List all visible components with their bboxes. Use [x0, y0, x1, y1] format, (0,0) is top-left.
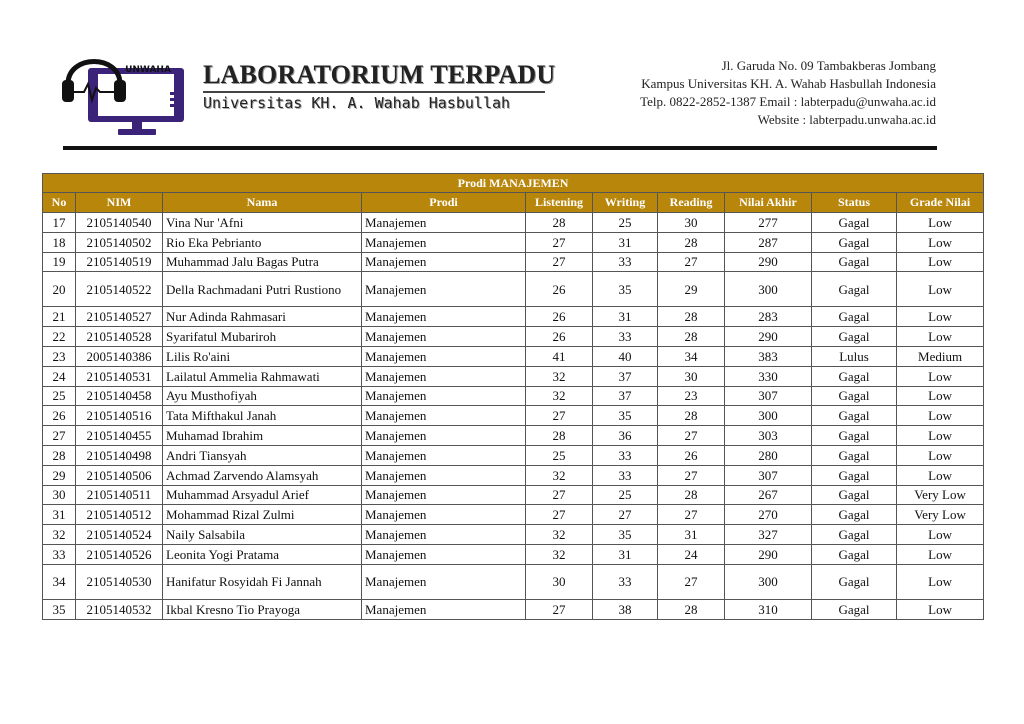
nama-cell: Syarifatul Mubariroh — [163, 327, 362, 347]
reading-cell: 28 — [658, 232, 725, 252]
reading-cell: 28 — [658, 599, 725, 619]
campus-line: Kampus Universitas KH. A. Wahab Hasbullah Indonesia — [641, 76, 936, 91]
table-row — [43, 346, 984, 366]
column-header: Status — [812, 193, 897, 213]
nama-cell: Leonita Yogi Pratama — [163, 544, 362, 564]
nilai-akhir-cell: 283 — [725, 307, 812, 327]
nilai-akhir-cell: 307 — [725, 386, 812, 406]
status-cell: Gagal — [812, 525, 897, 545]
nim-cell: 2105140455 — [76, 426, 163, 446]
reading-cell: 27 — [658, 564, 725, 599]
nama-cell: Ikbal Kresno Tio Prayoga — [163, 599, 362, 619]
writing-cell: 33 — [593, 564, 658, 599]
table-row — [43, 272, 984, 307]
phone-email-line: Telp. 0822-2852-1387 Email : labterpadu@unwaha.ac.id — [640, 94, 936, 109]
row-no: 21 — [43, 307, 76, 327]
table-row — [43, 465, 984, 485]
prodi-cell: Manajemen — [362, 564, 526, 599]
nim-cell: 2105140512 — [76, 505, 163, 525]
listening-cell: 32 — [526, 366, 593, 386]
status-cell: Gagal — [812, 505, 897, 525]
nim-cell: 2105140511 — [76, 485, 163, 505]
nilai-akhir-cell: 300 — [725, 406, 812, 426]
university-name: Universitas KH. A. Wahab Hasbullah — [203, 94, 511, 112]
writing-cell: 31 — [593, 307, 658, 327]
table-row — [43, 327, 984, 347]
grade-cell: Low — [897, 564, 984, 599]
prodi-cell: Manajemen — [362, 505, 526, 525]
writing-cell: 25 — [593, 485, 658, 505]
reading-cell: 27 — [658, 465, 725, 485]
writing-cell: 38 — [593, 599, 658, 619]
nim-cell: 2105140506 — [76, 465, 163, 485]
writing-cell: 31 — [593, 544, 658, 564]
listening-cell: 41 — [526, 346, 593, 366]
status-cell: Gagal — [812, 327, 897, 347]
nim-cell: 2005140386 — [76, 346, 163, 366]
nilai-akhir-cell: 287 — [725, 232, 812, 252]
nama-cell: Lilis Ro'aini — [163, 346, 362, 366]
row-no: 35 — [43, 599, 76, 619]
status-cell: Gagal — [812, 445, 897, 465]
nilai-akhir-cell: 300 — [725, 564, 812, 599]
row-no: 22 — [43, 327, 76, 347]
nim-cell: 2105140498 — [76, 445, 163, 465]
table-row — [43, 485, 984, 505]
grade-cell: Low — [897, 406, 984, 426]
nama-cell: Hanifatur Rosyidah Fi Jannah — [163, 564, 362, 599]
row-no: 32 — [43, 525, 76, 545]
grade-cell: Low — [897, 232, 984, 252]
nim-cell: 2105140516 — [76, 406, 163, 426]
prodi-cell: Manajemen — [362, 327, 526, 347]
row-no: 26 — [43, 406, 76, 426]
row-no: 18 — [43, 232, 76, 252]
writing-cell: 37 — [593, 386, 658, 406]
nilai-akhir-cell: 330 — [725, 366, 812, 386]
grade-cell: Low — [897, 525, 984, 545]
grade-cell: Low — [897, 426, 984, 446]
nilai-akhir-cell: 270 — [725, 505, 812, 525]
table-title: Prodi MANAJEMEN — [43, 174, 984, 193]
writing-cell: 35 — [593, 525, 658, 545]
logo-text: UNWAHA — [125, 65, 171, 75]
table-row — [43, 232, 984, 252]
nilai-akhir-cell: 383 — [725, 346, 812, 366]
table-row — [43, 505, 984, 525]
nim-cell: 2105140530 — [76, 564, 163, 599]
reading-cell: 24 — [658, 544, 725, 564]
column-header: Nilai Akhir — [725, 193, 812, 213]
table-row — [43, 544, 984, 564]
listening-cell: 27 — [526, 232, 593, 252]
nim-cell: 2105140522 — [76, 272, 163, 307]
nim-cell: 2105140528 — [76, 327, 163, 347]
listening-cell: 32 — [526, 544, 593, 564]
prodi-cell: Manajemen — [362, 544, 526, 564]
nama-cell: Della Rachmadani Putri Rustiono — [163, 272, 362, 307]
nama-cell: Rio Eka Pebrianto — [163, 232, 362, 252]
grade-cell: Low — [897, 213, 984, 233]
status-cell: Gagal — [812, 564, 897, 599]
nama-cell: Ayu Musthofiyah — [163, 386, 362, 406]
table-row — [43, 406, 984, 426]
grade-cell: Low — [897, 465, 984, 485]
status-cell: Gagal — [812, 485, 897, 505]
grade-cell: Low — [897, 327, 984, 347]
writing-cell: 31 — [593, 232, 658, 252]
table-row — [43, 386, 984, 406]
nilai-akhir-cell: 290 — [725, 544, 812, 564]
listening-cell: 27 — [526, 599, 593, 619]
row-no: 34 — [43, 564, 76, 599]
header-divider — [63, 146, 937, 150]
writing-cell: 33 — [593, 445, 658, 465]
listening-cell: 27 — [526, 485, 593, 505]
prodi-cell: Manajemen — [362, 525, 526, 545]
writing-cell: 36 — [593, 426, 658, 446]
status-cell: Gagal — [812, 232, 897, 252]
nama-cell: Muhammad Jalu Bagas Putra — [163, 252, 362, 272]
listening-cell: 28 — [526, 426, 593, 446]
nim-cell: 2105140526 — [76, 544, 163, 564]
status-cell: Gagal — [812, 272, 897, 307]
listening-cell: 32 — [526, 386, 593, 406]
nama-cell: Nur Adinda Rahmasari — [163, 307, 362, 327]
nilai-akhir-cell: 327 — [725, 525, 812, 545]
nilai-akhir-cell: 267 — [725, 485, 812, 505]
column-header: NIM — [76, 193, 163, 213]
listening-cell: 30 — [526, 564, 593, 599]
nama-cell: Achmad Zarvendo Alamsyah — [163, 465, 362, 485]
reading-cell: 28 — [658, 406, 725, 426]
nilai-akhir-cell: 277 — [725, 213, 812, 233]
row-no: 31 — [43, 505, 76, 525]
status-cell: Gagal — [812, 544, 897, 564]
status-cell: Gagal — [812, 406, 897, 426]
listening-cell: 28 — [526, 213, 593, 233]
column-header: Reading — [658, 193, 725, 213]
nilai-akhir-cell: 280 — [725, 445, 812, 465]
table-row — [43, 366, 984, 386]
prodi-cell: Manajemen — [362, 406, 526, 426]
row-no: 25 — [43, 386, 76, 406]
writing-cell: 35 — [593, 406, 658, 426]
status-cell: Gagal — [812, 599, 897, 619]
reading-cell: 31 — [658, 525, 725, 545]
grade-cell: Very Low — [897, 485, 984, 505]
status-cell: Gagal — [812, 366, 897, 386]
nim-cell: 2105140531 — [76, 366, 163, 386]
nama-cell: Muhammad Arsyadul Arief — [163, 485, 362, 505]
prodi-cell: Manajemen — [362, 366, 526, 386]
prodi-cell: Manajemen — [362, 386, 526, 406]
grade-cell: Low — [897, 544, 984, 564]
nilai-akhir-cell: 310 — [725, 599, 812, 619]
website-line: Website : labterpadu.unwaha.ac.id — [757, 112, 936, 127]
prodi-cell: Manajemen — [362, 213, 526, 233]
writing-cell: 25 — [593, 213, 658, 233]
address-line: Jl. Garuda No. 09 Tambakberas Jombang — [721, 58, 936, 73]
prodi-cell: Manajemen — [362, 465, 526, 485]
nama-cell: Naily Salsabila — [163, 525, 362, 545]
nama-cell: Andri Tiansyah — [163, 445, 362, 465]
nilai-akhir-cell: 300 — [725, 272, 812, 307]
nim-cell: 2105140540 — [76, 213, 163, 233]
grade-cell: Low — [897, 272, 984, 307]
column-header: Grade Nilai — [897, 193, 984, 213]
reading-cell: 27 — [658, 505, 725, 525]
nim-cell: 2105140527 — [76, 307, 163, 327]
prodi-cell: Manajemen — [362, 485, 526, 505]
column-header: Nama — [163, 193, 362, 213]
grades-table — [42, 173, 984, 620]
row-no: 27 — [43, 426, 76, 446]
row-no: 23 — [43, 346, 76, 366]
reading-cell: 30 — [658, 213, 725, 233]
reading-cell: 27 — [658, 426, 725, 446]
nim-cell: 2105140519 — [76, 252, 163, 272]
status-cell: Gagal — [812, 426, 897, 446]
row-no: 30 — [43, 485, 76, 505]
listening-cell: 27 — [526, 505, 593, 525]
table-row — [43, 599, 984, 619]
reading-cell: 28 — [658, 485, 725, 505]
column-header: No — [43, 193, 76, 213]
listening-cell: 27 — [526, 252, 593, 272]
status-cell: Gagal — [812, 252, 897, 272]
column-header: Writing — [593, 193, 658, 213]
writing-cell: 37 — [593, 366, 658, 386]
nama-cell: Lailatul Ammelia Rahmawati — [163, 366, 362, 386]
status-cell: Lulus — [812, 346, 897, 366]
row-no: 19 — [43, 252, 76, 272]
grade-cell: Low — [897, 307, 984, 327]
reading-cell: 23 — [658, 386, 725, 406]
row-no: 28 — [43, 445, 76, 465]
prodi-cell: Manajemen — [362, 252, 526, 272]
prodi-cell: Manajemen — [362, 445, 526, 465]
grade-cell: Low — [897, 366, 984, 386]
prodi-cell: Manajemen — [362, 599, 526, 619]
nim-cell: 2105140458 — [76, 386, 163, 406]
lab-logo — [60, 40, 188, 138]
table-row — [43, 426, 984, 446]
table-row — [43, 564, 984, 599]
writing-cell: 33 — [593, 252, 658, 272]
row-no: 17 — [43, 213, 76, 233]
nama-cell: Muhamad Ibrahim — [163, 426, 362, 446]
writing-cell: 33 — [593, 465, 658, 485]
writing-cell: 27 — [593, 505, 658, 525]
lab-name: LABORATORIUM TERPADU — [203, 60, 556, 89]
grade-cell: Medium — [897, 346, 984, 366]
nama-cell: Tata Mifthakul Janah — [163, 406, 362, 426]
status-cell: Gagal — [812, 307, 897, 327]
row-no: 20 — [43, 272, 76, 307]
row-no: 29 — [43, 465, 76, 485]
status-cell: Gagal — [812, 213, 897, 233]
table-row — [43, 525, 984, 545]
grade-cell: Very Low — [897, 505, 984, 525]
grade-cell: Low — [897, 599, 984, 619]
grade-cell: Low — [897, 252, 984, 272]
prodi-cell: Manajemen — [362, 346, 526, 366]
listening-cell: 27 — [526, 406, 593, 426]
writing-cell: 35 — [593, 272, 658, 307]
nim-cell: 2105140532 — [76, 599, 163, 619]
listening-cell: 26 — [526, 327, 593, 347]
table-row — [43, 252, 984, 272]
listening-cell: 32 — [526, 525, 593, 545]
column-header: Prodi — [362, 193, 526, 213]
row-no: 24 — [43, 366, 76, 386]
prodi-cell: Manajemen — [362, 232, 526, 252]
reading-cell: 27 — [658, 252, 725, 272]
writing-cell: 40 — [593, 346, 658, 366]
grade-cell: Low — [897, 386, 984, 406]
reading-cell: 28 — [658, 327, 725, 347]
nilai-akhir-cell: 307 — [725, 465, 812, 485]
prodi-cell: Manajemen — [362, 272, 526, 307]
table-row — [43, 445, 984, 465]
listening-cell: 32 — [526, 465, 593, 485]
prodi-cell: Manajemen — [362, 307, 526, 327]
column-header: Listening — [526, 193, 593, 213]
reading-cell: 29 — [658, 272, 725, 307]
reading-cell: 30 — [658, 366, 725, 386]
reading-cell: 28 — [658, 307, 725, 327]
prodi-cell: Manajemen — [362, 426, 526, 446]
nilai-akhir-cell: 290 — [725, 252, 812, 272]
table-row — [43, 213, 984, 233]
writing-cell: 33 — [593, 327, 658, 347]
table-row — [43, 307, 984, 327]
reading-cell: 26 — [658, 445, 725, 465]
grade-cell: Low — [897, 445, 984, 465]
listening-cell: 26 — [526, 272, 593, 307]
contact-block — [640, 57, 936, 129]
brand-underline — [203, 91, 545, 93]
listening-cell: 26 — [526, 307, 593, 327]
nim-cell: 2105140524 — [76, 525, 163, 545]
nilai-akhir-cell: 290 — [725, 327, 812, 347]
nama-cell: Vina Nur 'Afni — [163, 213, 362, 233]
status-cell: Gagal — [812, 386, 897, 406]
listening-cell: 25 — [526, 445, 593, 465]
nilai-akhir-cell: 303 — [725, 426, 812, 446]
status-cell: Gagal — [812, 465, 897, 485]
nim-cell: 2105140502 — [76, 232, 163, 252]
reading-cell: 34 — [658, 346, 725, 366]
row-no: 33 — [43, 544, 76, 564]
nama-cell: Mohammad Rizal Zulmi — [163, 505, 362, 525]
